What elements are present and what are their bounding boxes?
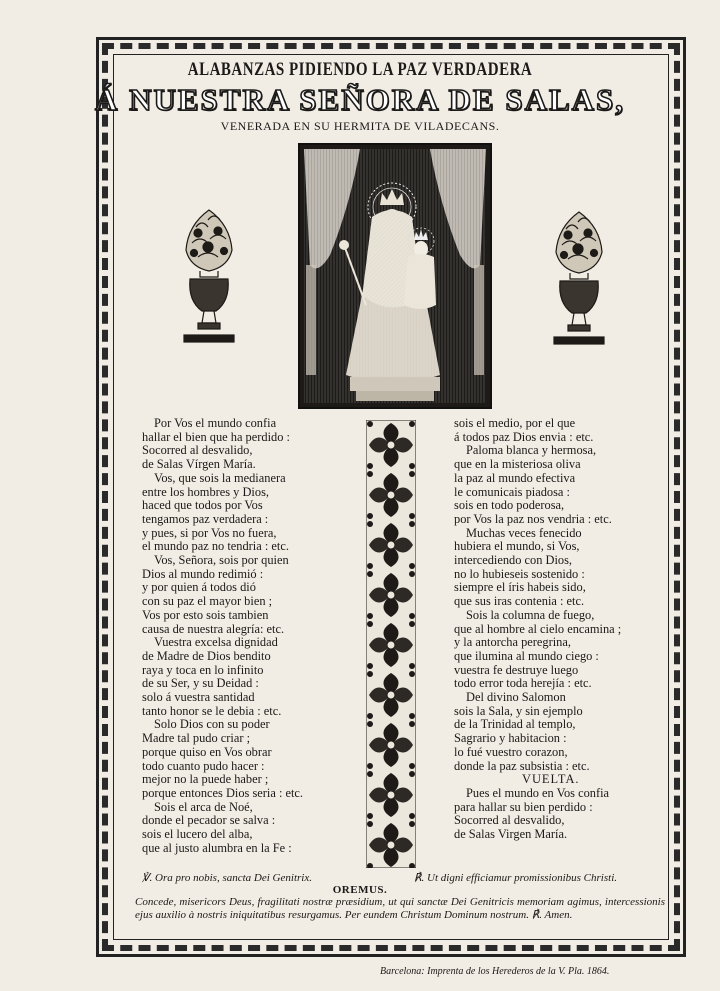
poem-line: solo á vuestra santidad [142, 690, 255, 705]
poem-line: Vos por esto sois tambien [142, 607, 269, 622]
poem-line: todo error toda herejía : etc. [454, 676, 592, 691]
poem-line: donde el pecador se salva : [142, 813, 276, 828]
poem-line: y por quien á todos dió [142, 580, 256, 595]
poem-line: raya y toca en lo infinito [142, 662, 264, 677]
flower-vase-right-icon [548, 207, 610, 349]
poem-line: Vos, Señora, sois por quien [154, 553, 289, 568]
poem-line: con su paz el mayor bien ; [142, 594, 273, 609]
poem-line: haced que todos por Vos [142, 498, 263, 513]
poem-line: Del divino Salomon [466, 690, 566, 705]
poem-line: que sus iras contenia : etc. [454, 594, 585, 609]
poem-line: sois la Sala, y sin ejemplo [454, 703, 583, 718]
poem-line: el mundo paz no tendria : etc. [142, 539, 289, 554]
poem-line: tanto honor se le debia : etc. [142, 703, 282, 718]
poem-line: intercediendo con Dios, [454, 553, 573, 568]
poem-line: la paz al mundo efectiva [454, 470, 576, 485]
poem-line: Madre tal pudo criar ; [142, 731, 251, 746]
title-line-1: ALABANZAS PIDIENDO LA PAZ VERDADERA [187, 59, 533, 80]
oremus-heading: OREMUS. [332, 884, 388, 896]
poem-line: sois el medio, por el que [454, 416, 576, 430]
ornamental-column [366, 420, 416, 868]
poem-line: vuestra fe destruye luego [454, 662, 579, 677]
poem-line: lo fué vuestro corazon, [454, 744, 568, 759]
poem-line: porque quiso en Vos obrar [142, 744, 272, 759]
poem-line: hallar el bien que ha perdido : [142, 429, 290, 444]
poem-line: á todos paz Dios envia : etc. [454, 429, 594, 444]
poem-line: para hallar su bien perdido : [454, 799, 593, 814]
poem-line: VUELTA. [522, 772, 580, 787]
virgin-engraving [298, 143, 492, 409]
poem-line: Socorred al desvalido, [142, 443, 253, 458]
poem-line: Por Vos el mundo confia [154, 416, 277, 430]
poem-line: que al justo alumbra en la Fe : [142, 840, 292, 855]
poem-line: que ilumina al mundo ciego : [454, 648, 599, 663]
poem-line: donde la paz subsistia : etc. [454, 758, 590, 773]
poem-line: de Salas Vírgen María. [142, 457, 256, 472]
poem-left-column [142, 417, 352, 856]
poem-line: hubiera el mundo, si Vos, [454, 539, 580, 554]
poem-line: Pues el mundo en Vos confia [466, 785, 610, 800]
poem-line: que al hombre al cielo encamina ; [454, 621, 622, 636]
main-title: Á NUESTRA SEÑORA DE SALAS, [94, 82, 626, 117]
poem-line: de la Trinidad al templo, [454, 717, 576, 732]
prayer-text: Concede, misericors Deus, fragilitati nostræ præsidium, ut qui sanctæ Dei Genitricis memoriam agimus, intercessionis ejus auxilio à nostris iniquitatibus resurgamus. Per eundem Christum Dominum nostrum. ℟. Amen. [135, 896, 665, 921]
poem-line: Socorred al desvalido, [454, 813, 565, 828]
virgin-and-child-icon [300, 145, 490, 407]
poem-line: tengamos paz verdadera : [142, 511, 269, 526]
imprint-line: Barcelona: Imprenta de los Herederos de la V. Pla. 1864. [380, 966, 610, 977]
poem-line: mejor no la puede haber ; [142, 772, 269, 787]
poem-line: Dios al mundo redimió : [142, 566, 264, 581]
response: ℟. Ut digni efficiamur promissionibus Christi. [414, 872, 617, 884]
title-subtitle: VENERADA EN SU HERMITA DE VILADECANS. [220, 119, 500, 133]
poem-line: Sois la columna de fuego, [466, 607, 595, 622]
poem-line: Vos, que sois la medianera [154, 470, 286, 485]
poem-line: y pues, si por Vos no fuera, [142, 525, 277, 540]
poem-line: no lo hubieseis sostenido : [454, 566, 585, 581]
poem-line: siempre el íris habeis sido, [454, 580, 586, 595]
poem-line: Paloma blanca y hermosa, [466, 443, 597, 458]
poem-right-column [454, 417, 669, 842]
poem-line: Muchas veces fenecido [466, 525, 582, 540]
poem-line: que en la misteriosa oliva [454, 457, 581, 472]
poem-line: entre los hombres y Dios, [142, 484, 269, 499]
versicle: ℣. Ora pro nobis, sancta Dei Genitrix. [142, 872, 312, 884]
flower-vase-left-icon [178, 205, 240, 347]
poem-line: sois el lucero del alba, [142, 827, 253, 842]
poem-line: y la antorcha peregrina, [454, 635, 571, 650]
poem-line: por Vos la paz nos vendria : etc. [454, 511, 612, 526]
poem-line: de Madre de Dios bendito [142, 648, 271, 663]
poem-line: Sagrario y habitacion : [454, 731, 567, 746]
poem-line: todo cuanto pudo hacer : [142, 758, 265, 773]
poem-line: de su Ser, y su Deidad : [142, 676, 259, 691]
poem-line: Vuestra excelsa dignidad [154, 635, 278, 650]
poem-line: porque entonces Dios seria : etc. [142, 785, 304, 800]
poem-line: Sois el arca de Noé, [154, 799, 253, 814]
poem-line: causa de nuestra alegría: etc. [142, 621, 285, 636]
poem-line: le comunicais piadosa : [454, 484, 570, 499]
poem-line: Solo Dios con su poder [154, 717, 270, 732]
poem-line: sois en todo poderosa, [454, 498, 565, 513]
poem-line: de Salas Virgen María. [454, 827, 568, 842]
